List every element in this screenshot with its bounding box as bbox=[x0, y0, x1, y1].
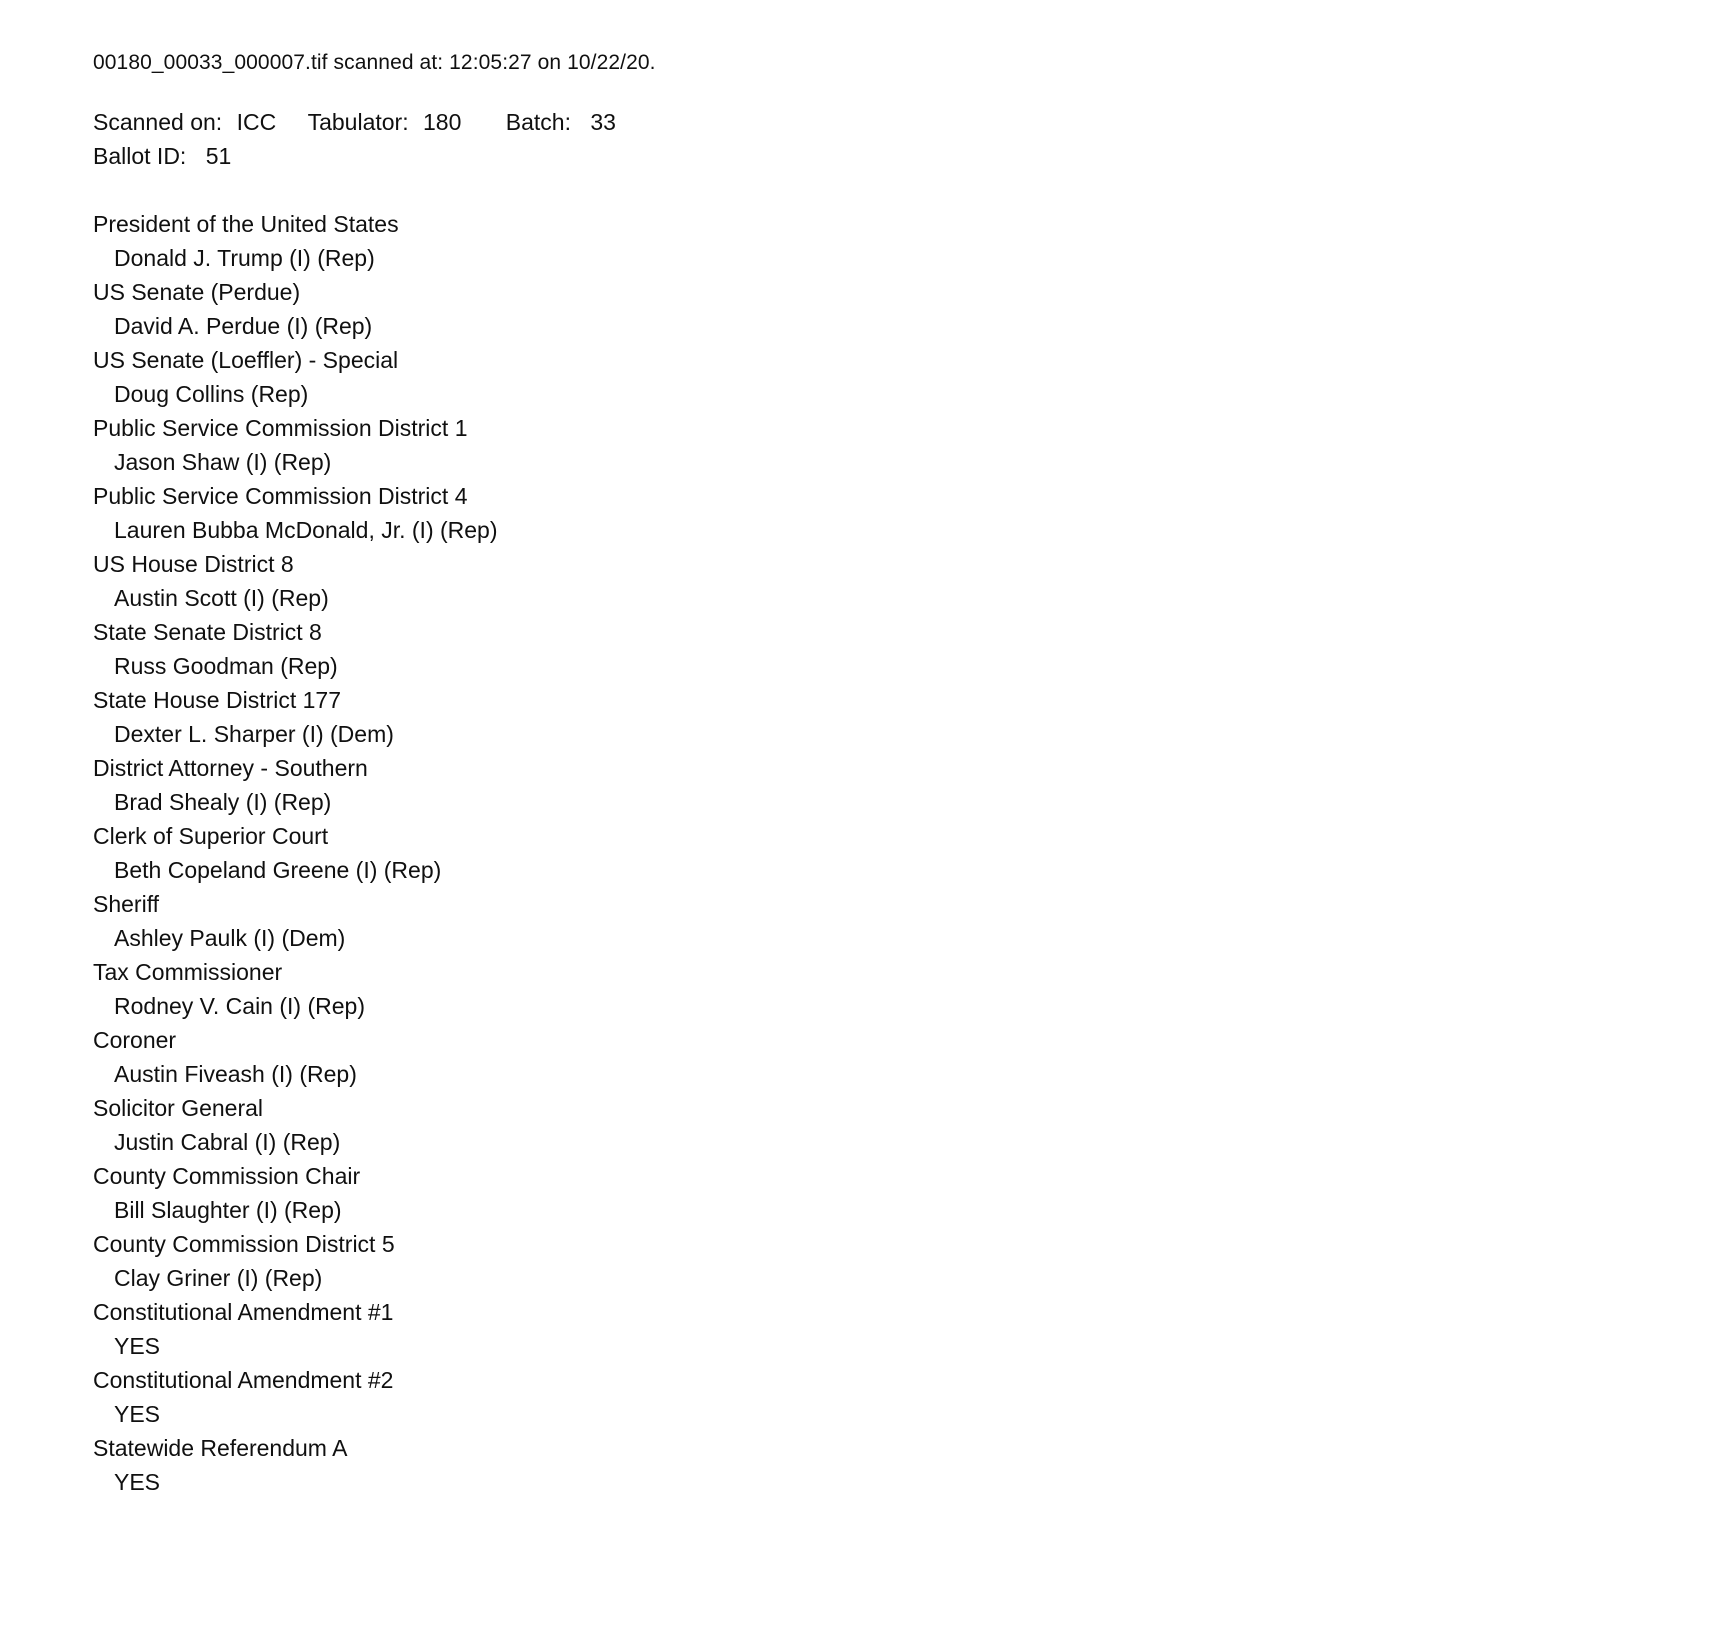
contest-selection: Lauren Bubba McDonald, Jr. (I) (Rep) bbox=[114, 517, 498, 543]
contest-office: Coroner bbox=[93, 1027, 177, 1053]
contest-selection: Jason Shaw (I) (Rep) bbox=[114, 449, 332, 475]
contest-selection: Rodney V. Cain (I) (Rep) bbox=[114, 993, 365, 1019]
contest-selection: Dexter L. Sharper (I) (Dem) bbox=[114, 721, 394, 747]
contest-selection: YES bbox=[114, 1333, 161, 1359]
contest-office: Public Service Commission District 1 bbox=[93, 415, 468, 441]
contest-row bbox=[93, 207, 1670, 275]
contest-selection: Clay Griner (I) (Rep) bbox=[114, 1265, 323, 1291]
contest-row bbox=[93, 1159, 1670, 1227]
contest-row bbox=[93, 1091, 1670, 1159]
contest-selection: Beth Copeland Greene (I) (Rep) bbox=[114, 857, 442, 883]
contest-office: Sheriff bbox=[93, 891, 160, 917]
contest-selection: Austin Fiveash (I) (Rep) bbox=[114, 1061, 357, 1087]
scan-filename-line: 00180_00033_000007.tif scanned at: 12:05:27 on 10/22/20. bbox=[93, 51, 656, 74]
contest-selection: Russ Goodman (Rep) bbox=[114, 653, 338, 679]
contest-office: US House District 8 bbox=[93, 551, 294, 577]
contest-row bbox=[93, 411, 1670, 479]
contest-office: US Senate (Loeffler) - Special bbox=[93, 347, 399, 373]
contest-office: President of the United States bbox=[93, 211, 399, 237]
contest-row bbox=[93, 887, 1670, 955]
contest-selection: YES bbox=[114, 1469, 161, 1495]
contest-office: Solicitor General bbox=[93, 1095, 264, 1121]
contest-selection: Donald J. Trump (I) (Rep) bbox=[114, 245, 375, 271]
contest-selection: Justin Cabral (I) (Rep) bbox=[114, 1129, 341, 1155]
ballot-id-label: Ballot ID: bbox=[93, 143, 187, 169]
scanned-on-label: Scanned on: bbox=[93, 109, 223, 135]
contest-row bbox=[93, 819, 1670, 887]
contest-selection: Brad Shealy (I) (Rep) bbox=[114, 789, 332, 815]
contest-selection: Bill Slaughter (I) (Rep) bbox=[114, 1197, 342, 1223]
contest-selection: Ashley Paulk (I) (Dem) bbox=[114, 925, 346, 951]
batch-label: Batch: bbox=[505, 109, 571, 135]
contest-office: Constitutional Amendment #1 bbox=[93, 1299, 394, 1325]
contest-row bbox=[93, 275, 1670, 343]
ballot-id-line bbox=[93, 139, 1670, 173]
contest-office: Tax Commissioner bbox=[93, 959, 283, 985]
contest-row bbox=[93, 547, 1670, 615]
contest-row bbox=[93, 683, 1670, 751]
contest-office: State House District 177 bbox=[93, 687, 342, 713]
contest-row bbox=[93, 1431, 1670, 1499]
contest-row bbox=[93, 751, 1670, 819]
contest-row bbox=[93, 1295, 1670, 1363]
tabulator-label: Tabulator: bbox=[307, 109, 409, 135]
contest-selection: YES bbox=[114, 1401, 161, 1427]
contest-office: Public Service Commission District 4 bbox=[93, 483, 468, 509]
contest-office: Clerk of Superior Court bbox=[93, 823, 329, 849]
ballot-id-value: 51 bbox=[205, 143, 232, 169]
scanned-on-value: ICC bbox=[236, 109, 277, 135]
contest-row bbox=[93, 1363, 1670, 1431]
contest-office: State Senate District 8 bbox=[93, 619, 322, 645]
contest-row bbox=[93, 343, 1670, 411]
contest-office: County Commission District 5 bbox=[93, 1231, 395, 1257]
scan-info-line bbox=[93, 105, 1670, 139]
contest-office: District Attorney - Southern bbox=[93, 755, 368, 781]
contest-office: Constitutional Amendment #2 bbox=[93, 1367, 394, 1393]
contest-office: County Commission Chair bbox=[93, 1163, 361, 1189]
contest-row bbox=[93, 479, 1670, 547]
contest-row bbox=[93, 955, 1670, 1023]
contest-office: Statewide Referendum A bbox=[93, 1435, 348, 1461]
contest-office: US Senate (Perdue) bbox=[93, 279, 301, 305]
contest-selection: David A. Perdue (I) (Rep) bbox=[114, 313, 373, 339]
contest-selection: Austin Scott (I) (Rep) bbox=[114, 585, 329, 611]
contest-row bbox=[93, 1023, 1670, 1091]
tabulator-value: 180 bbox=[422, 109, 462, 135]
contest-row bbox=[93, 615, 1670, 683]
contest-row bbox=[93, 1227, 1670, 1295]
contest-list bbox=[93, 207, 1670, 1499]
contest-selection: Doug Collins (Rep) bbox=[114, 381, 309, 407]
batch-value: 33 bbox=[590, 109, 616, 135]
